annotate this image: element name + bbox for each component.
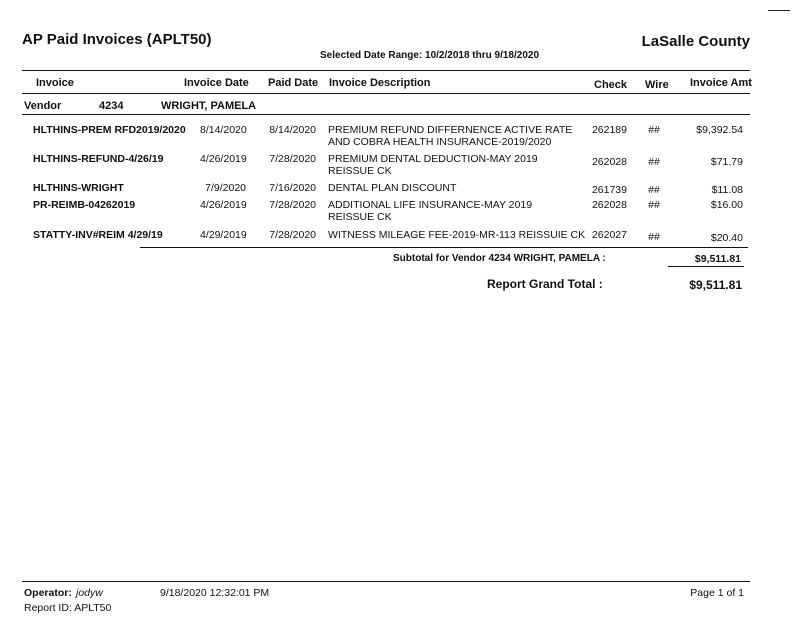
- subtotal-amount-rule: [668, 266, 744, 267]
- report-title: AP Paid Invoices (APLT50): [22, 31, 212, 48]
- invoice-number: STATTY-INV#REIM 4/29/19: [33, 229, 163, 241]
- check-number: 262028: [591, 199, 627, 211]
- scan-mark: [768, 10, 790, 11]
- invoice-date: 4/26/2019: [200, 153, 247, 165]
- footer-rule: [22, 581, 750, 582]
- subtotal-label: Subtotal for Vendor 4234 WRIGHT, PAMELA :: [393, 253, 606, 264]
- invoice-amount: $16.00: [710, 199, 743, 211]
- invoice-date: 8/14/2020: [200, 124, 247, 136]
- invoice-number: HLTHINS-WRIGHT: [33, 182, 124, 194]
- wire-flag: ##: [648, 231, 660, 243]
- col-wire: Wire: [645, 79, 669, 91]
- col-invoice: Invoice: [36, 77, 74, 89]
- check-number: 262189: [591, 124, 627, 136]
- invoice-number: HLTHINS-REFUND-4/26/19: [33, 153, 164, 165]
- header-bottom-rule: [22, 93, 750, 94]
- vendor-rule: [22, 114, 750, 115]
- vendor-label: Vendor: [24, 100, 62, 112]
- invoice-description: WITNESS MILEAGE FEE-2019-MR-113 REISSUIE CK: [328, 229, 586, 241]
- paid-date: 8/14/2020: [269, 124, 316, 136]
- print-timestamp: 9/18/2020 12:32:01 PM: [160, 587, 270, 599]
- invoice-date: 4/29/2019: [200, 229, 247, 241]
- invoice-amount: $20.40: [710, 232, 743, 244]
- paid-date: 7/16/2020: [269, 182, 316, 194]
- wire-flag: ##: [648, 124, 660, 136]
- header-top-rule: [22, 70, 750, 71]
- col-paid-date: Paid Date: [268, 77, 319, 89]
- grand-total-label: Report Grand Total :: [487, 277, 603, 291]
- paid-date: 7/28/2020: [269, 199, 316, 211]
- invoice-amount: $11.08: [711, 184, 743, 196]
- report-id: Report ID: APLT50: [24, 602, 112, 614]
- invoice-number: PR-REIMB-04262019: [33, 199, 136, 211]
- col-invoice-date: Invoice Date: [184, 77, 249, 89]
- check-number: 262027: [591, 229, 627, 241]
- date-range: Selected Date Range: 10/2/2018 thru 9/18/2020: [320, 50, 540, 61]
- invoice-description: PREMIUM DENTAL DEDUCTION-MAY 2019 REISSUE CK: [328, 153, 538, 177]
- grand-total-amount: $9,511.81: [689, 278, 742, 292]
- vendor-id: 4234: [99, 100, 124, 112]
- invoice-description: PREMIUM REFUND DIFFERNENCE ACTIVE RATE AND COBRA HEALTH INSURANCE-2019/2020: [328, 124, 573, 148]
- invoice-date: 4/26/2019: [200, 199, 247, 211]
- col-check: Check: [594, 79, 628, 91]
- paid-date: 7/28/2020: [269, 229, 316, 241]
- paid-date: 7/28/2020: [269, 153, 316, 165]
- subtotal-rule: [140, 247, 748, 248]
- operator-name: jodyw: [76, 587, 103, 599]
- invoice-description: ADDITIONAL LIFE INSURANCE-MAY 2019 REISSUE CK: [328, 199, 533, 223]
- subtotal-amount: $9,511.81: [694, 253, 741, 265]
- operator-label: Operator:: [24, 587, 72, 599]
- invoice-amount: $9,392.54: [696, 124, 743, 136]
- invoice-amount: $71.79: [710, 156, 743, 168]
- invoice-date: 7/9/2020: [205, 182, 246, 194]
- wire-flag: ##: [648, 199, 660, 211]
- col-description: Invoice Description: [329, 77, 431, 89]
- check-number: 261739: [591, 184, 627, 196]
- col-invoice-amt: Invoice Amt: [690, 77, 752, 89]
- check-number: 262028: [591, 156, 627, 168]
- wire-flag: ##: [648, 184, 660, 196]
- invoice-description: DENTAL PLAN DISCOUNT: [328, 182, 457, 194]
- vendor-name: WRIGHT, PAMELA: [161, 100, 257, 112]
- invoice-number: HLTHINS-PREM RFD2019/2020: [33, 124, 186, 136]
- wire-flag: ##: [648, 156, 660, 168]
- page-number: Page 1 of 1: [690, 587, 744, 599]
- county-name: LaSalle County: [641, 33, 750, 50]
